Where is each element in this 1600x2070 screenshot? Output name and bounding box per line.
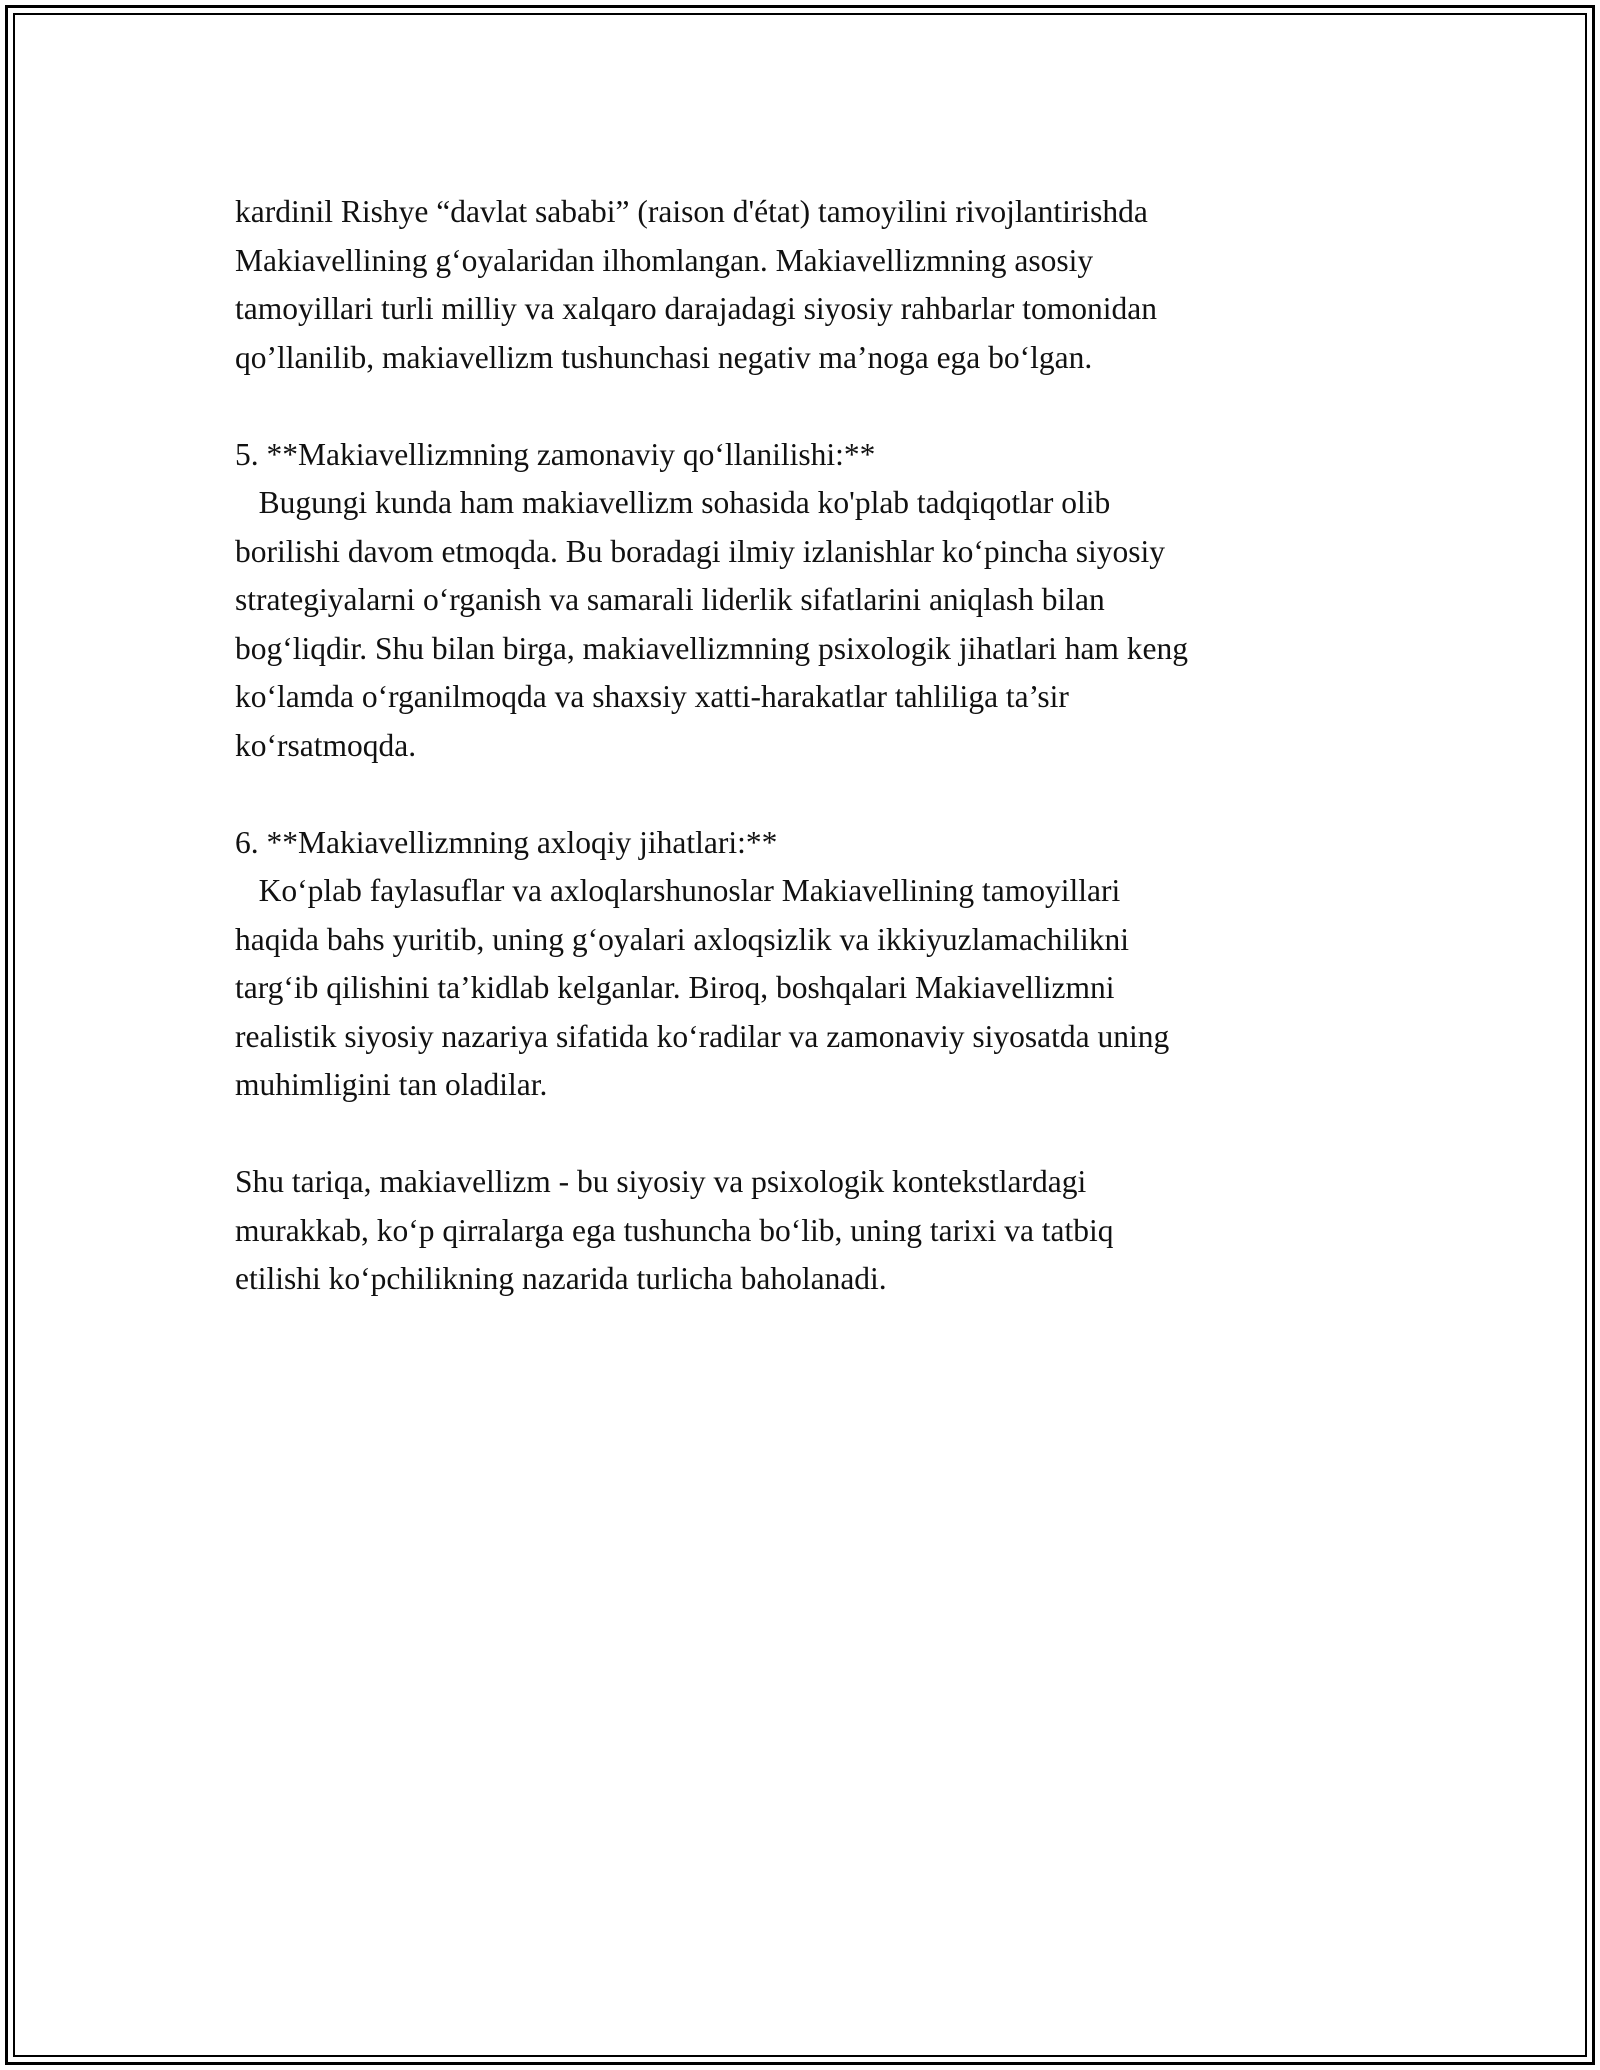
paragraph-conclusion	[235, 1158, 1375, 1304]
section-5	[235, 431, 1375, 771]
text-line: realistik siyosiy nazariya sifatida ko‘radilar va zamonaviy siyosatda uning	[235, 1018, 1170, 1054]
text-line: strategiyalarni o‘rganish va samarali liderlik sifatlarini aniqlash bilan	[235, 582, 1105, 617]
text-line: kardinil Rishye “davlat sababi” (raison d'état) tamoyilini rivojlantirishda	[235, 194, 1148, 229]
text-line: borilishi davom etmoqda. Bu boradagi ilmiy izlanishlar ko‘pincha siyosiy	[235, 533, 1165, 569]
text-line: targ‘ib qilishini ta’kidlab kelganlar. Biroq, boshqalari Makiavellizmni	[235, 970, 1115, 1005]
text-line: Bugungi kunda ham makiavellizm sohasida ko'plab tadqiqotlar olib	[235, 485, 1111, 520]
paragraph-gap	[235, 382, 1375, 431]
text-line: murakkab, ko‘p qirralarga ega tushuncha bo‘lib, uning tarixi va tatbiq	[235, 1212, 1114, 1248]
text-line: bog‘liqdir. Shu bilan birga, makiavellizmning psixologik jihatlari ham keng	[235, 630, 1189, 666]
section-6-heading: 6. **Makiavellizmning axloqiy jihatlari:**	[235, 824, 778, 860]
text-line: Ko‘plab faylasuflar va axloqlarshunoslar Makiavellining tamoyillari	[235, 873, 1121, 908]
section-6	[235, 819, 1375, 1110]
text-line: ko‘lamda o‘rganilmoqda va shaxsiy xatti-harakatlar tahliliga ta’sir	[235, 679, 1069, 714]
text-line: tamoyillari turli milliy va xalqaro darajadagi siyosiy rahbarlar tomonidan	[235, 291, 1157, 326]
text-line: ko‘rsatmoqda.	[235, 727, 417, 763]
text-line: Shu tariqa, makiavellizm - bu siyosiy va psixologik kontekstlardagi	[235, 1164, 1087, 1199]
text-line: Makiavellining g‘oyalaridan ilhomlangan. Makiavellizmning asosiy	[235, 242, 1094, 278]
paragraph-gap	[235, 770, 1375, 819]
text-line: muhimligini tan oladilar.	[235, 1067, 548, 1102]
text-line: etilishi ko‘pchilikning nazarida turlicha baholanadi.	[235, 1261, 887, 1296]
paragraph-intro	[235, 188, 1375, 382]
section-5-heading: 5. **Makiavellizmning zamonaviy qo‘llanilishi:**	[235, 436, 876, 472]
text-line: qo’llanilib, makiavellizm tushunchasi negativ ma’noga ega bo‘lgan.	[235, 339, 1093, 375]
text-line: haqida bahs yuritib, uning g‘oyalari axloqsizlik va ikkiyuzlamachilikni	[235, 921, 1130, 957]
paragraph-gap	[235, 1110, 1375, 1159]
document-body	[235, 188, 1375, 1304]
